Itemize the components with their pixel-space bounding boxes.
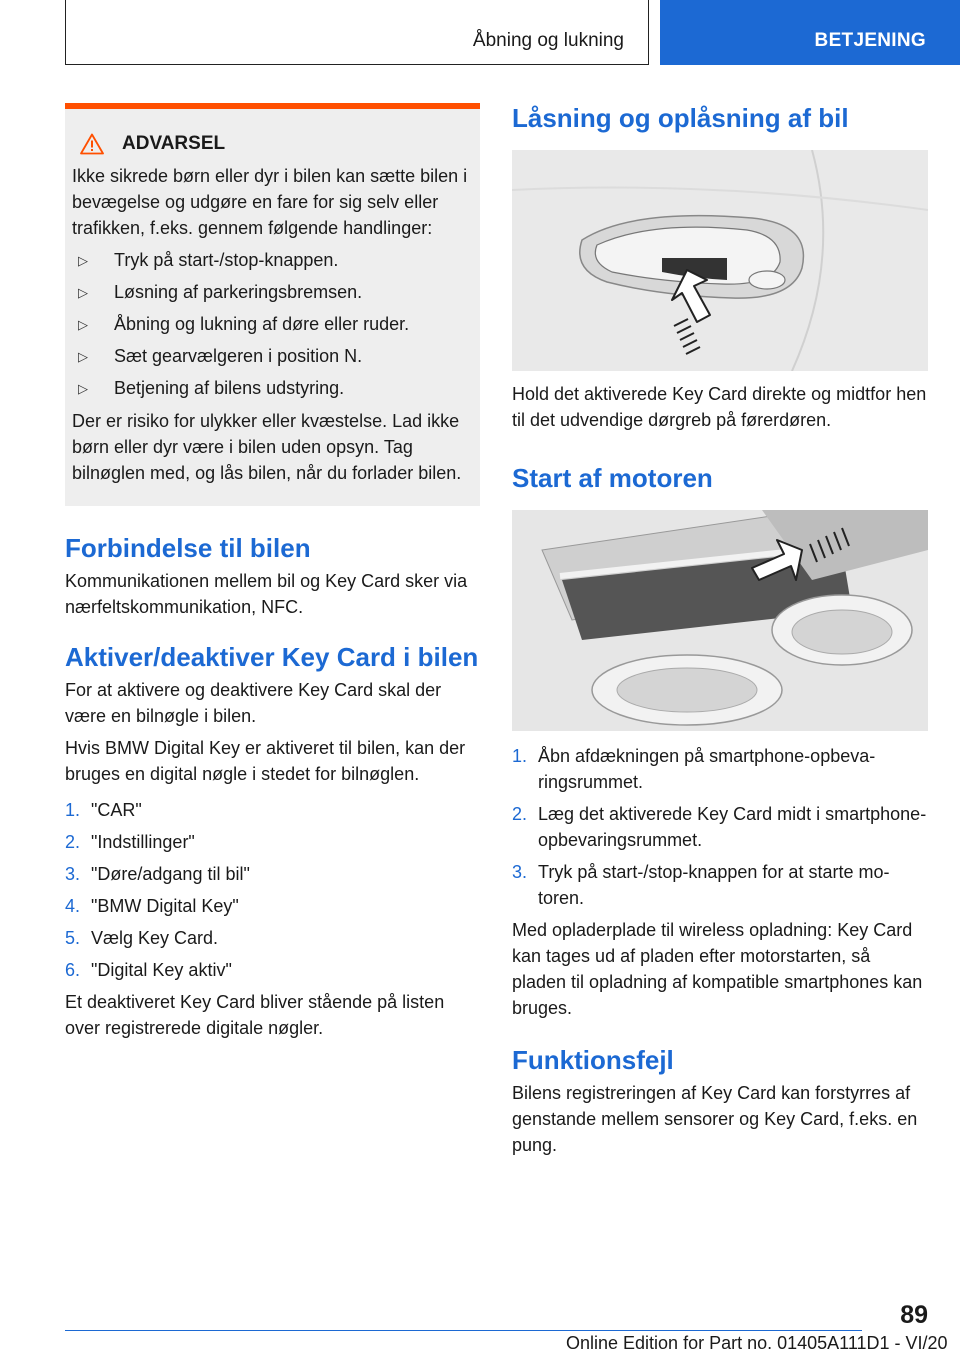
- warning-outro: Der er risiko for ulykker eller kvæstelse. Lad ikke børn eller dyr være i bilen uden opsyn. Tag bilnøglen med, og lås bilen, når du forlader bilen.: [72, 411, 462, 483]
- bullet-triangle-icon: ▷: [78, 381, 88, 396]
- fault-text: Bilens registreringen af Key Card kan forstyrres af genstande mellem sensorer og Key Card, f.eks. en pung.: [512, 1083, 918, 1155]
- bullet-triangle-icon: ▷: [78, 317, 88, 332]
- header-chapter-tab: [660, 0, 960, 65]
- footer-divider: [65, 1330, 862, 1331]
- warning-list-item: ▷ Tryk på start-/stop-knappen.: [78, 247, 470, 274]
- step-item: 1. Åbn afdækningen på smartphone-opbevaringsrummet.: [512, 746, 876, 792]
- section-title: Åbning og lukning: [472, 30, 624, 51]
- right-column: [512, 103, 928, 1158]
- activate-text-1: For at aktivere og deaktivere Key Card skal der være en bilnøgle i bilen.: [65, 680, 442, 726]
- bullet-triangle-icon: ▷: [78, 349, 88, 364]
- step-item: 4. "BMW Digital Key": [65, 896, 239, 916]
- bullet-triangle-icon: ▷: [78, 285, 88, 300]
- step-item: 3. "Døre/adgang til bil": [65, 864, 250, 884]
- activate-text-3: Et deaktiveret Key Card bliver stående på listen over registrerede digitale nøgler.: [65, 992, 445, 1038]
- door-handle-illustration: [512, 150, 928, 371]
- step-item: 1. "CAR": [65, 800, 142, 820]
- warning-triangle-icon: [80, 133, 104, 155]
- step-item: 2. "Indstillinger": [65, 832, 195, 852]
- heading-fault: Funktionsfejl: [512, 1045, 674, 1075]
- cupholder-illustration: [512, 510, 928, 731]
- warning-list-item: ▷ Åbning og lukning af døre eller ruder.: [78, 311, 470, 338]
- bullet-triangle-icon: ▷: [78, 253, 88, 268]
- lock-caption: Hold det aktiverede Key Card direkte og midtfor hen til det udvendige dørgreb på førerdøren.: [512, 384, 927, 430]
- step-item: 6. "Digital Key aktiv": [65, 960, 232, 980]
- warning-title: ADVARSEL: [122, 133, 226, 154]
- activate-text-2: Hvis BMW Digital Key er aktiveret til bilen, kan der bruges en digital nøgle i stedet for bilnøglen.: [65, 738, 466, 784]
- warning-list-item: ▷ Betjening af bilens udstyring.: [78, 375, 470, 402]
- connection-text: Kommunikationen mellem bil og Key Card sker via nærfeltskommunikation, NFC.: [65, 571, 468, 617]
- footer-edition: Online Edition for Part no. 01405A111D1 - VI/20: [566, 1333, 948, 1353]
- heading-connection: Forbindelse til bilen: [65, 533, 311, 563]
- heading-activate: Aktiver/deaktiver Key Card i bilen: [65, 642, 479, 672]
- left-column: [65, 103, 480, 1041]
- heading-lock: Låsning og oplåsning af bil: [512, 103, 849, 133]
- warning-list-item: ▷ Sæt gearvælgeren i position N.: [78, 343, 470, 370]
- header-section-box: [65, 0, 649, 65]
- step-item: 3. Tryk på start-/stop-knappen for at starte motoren.: [512, 862, 890, 908]
- start-steps: [512, 743, 928, 911]
- chapter-title: BETJENING: [814, 30, 926, 51]
- activate-steps: [65, 797, 480, 983]
- warning-list: [72, 247, 470, 402]
- step-item: 2. Læg det aktiverede Key Card midt i smartphone-opbevaringsrummet.: [512, 804, 927, 850]
- warning-list-item: ▷ Løsning af parkeringsbremsen.: [78, 279, 470, 306]
- warning-intro: Ikke sikrede børn eller dyr i bilen kan sætte bilen i bevægelse og udgøre en fare for sig selv eller trafikken, f.eks. gennem følgende handlinger:: [72, 166, 468, 238]
- warning-title-row: [80, 133, 470, 155]
- heading-start: Start af motoren: [512, 463, 713, 493]
- start-text: Med opladerplade til wireless opladning: Key Card kan tages ud af pladen efter motorstarten, så pladen til opladning af kompatible smartphones kan bruges.: [512, 920, 923, 1018]
- page-number: 89: [900, 1301, 928, 1329]
- step-item: 5. Vælg Key Card.: [65, 928, 219, 948]
- warning-box: [65, 103, 480, 506]
